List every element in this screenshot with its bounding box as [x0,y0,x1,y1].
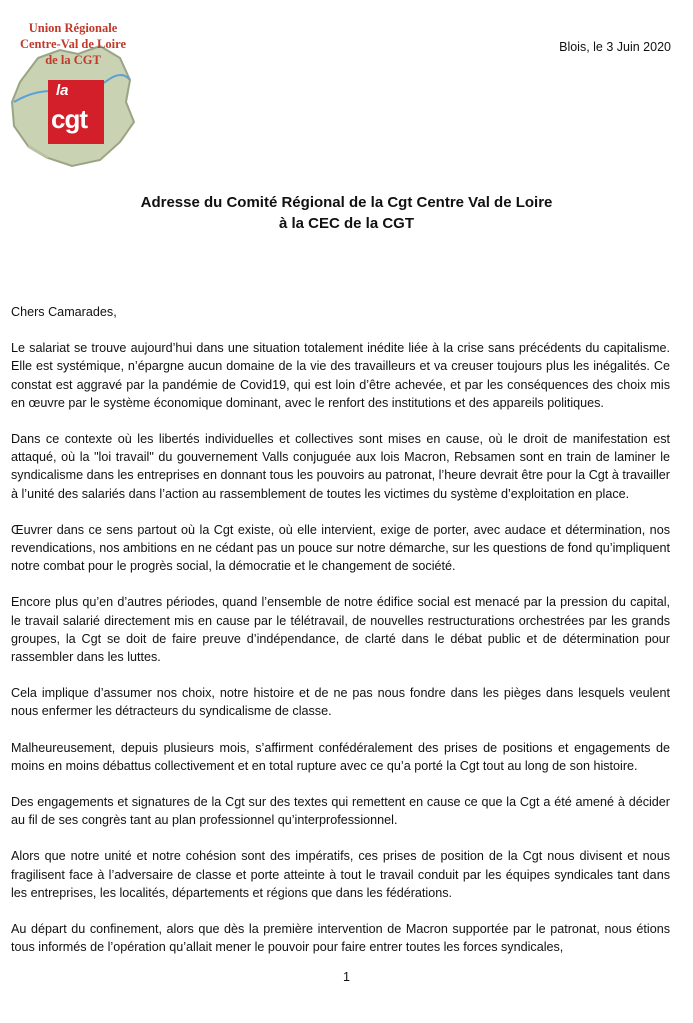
page-number: 1 [343,970,350,984]
logo-line-1: Union Régionale [28,21,118,35]
union-regionale-logo [8,10,138,168]
paragraph-7: Des engagements et signatures de la Cgt sur des textes qui remettent en cause ce que la Cgt a été amené à décider au fil de ses congrès tant au plan professionnel qu’interprofessionnel. [11,795,670,828]
cgt-badge [48,80,104,144]
paragraph-3: Œuvrer dans ce sens partout où la Cgt existe, où elle intervient, exige de porter, avec audace et détermination, nos revendications, nos ambitions en ne cédant pas un pouce sur notre démarche, sur les questions de fond qu’impliquent notre combat pour le progrès social, la démocratie et le changement de société. [11,522,670,574]
paragraph-2: Dans ce contexte où les libertés individuelles et collectives sont mises en cause, où le droit de manifestation est attaqué, où la "loi travail" du gouvernement Valls conjuguée aux lois Macron, Rebsamen sont en train de laminer le syndicalisme dans les entreprises en donnant tous les pouvoirs au patronat, l’heure devrait être pour la Cgt à travailler à l’unité des salariés dans l’action au rassemblement de toutes les victimes du système d’exploitation en place. [11,432,670,501]
letter-title [0,192,693,234]
letter-date: Blois, le 3 Juin 2020 [559,40,671,54]
logo-line-2: Centre-Val de Loire [19,37,126,51]
letter-body [11,303,670,974]
paragraph-8: Alors que notre unité et notre cohésion sont des impératifs, ces prises de position de la Cgt nous divisent et nous fragilisent face à l’adversaire de classe et porte atteinte à tout le travail conduit par les équipes syndicales tant dans les entreprises, les localités, départements et régions que dans les fédérations. [11,849,670,900]
paragraph-1: Le salariat se trouve aujourd’hui dans une situation totalement inédite liée à la crise sans précédents du capitalisme. Elle est systémique, n’épargne aucun domaine de la vie des travailleurs et va creuser toujours plus les inégalités. Ce constat est aggravé par la pandémie de Covid19, qui est loin d’être achevée, et par les conséquences des choix mis en œuvre par le système économique dominant, avec le renfort des institutions et des appareils politiques. [11,341,670,410]
paragraph-5: Cela implique d’assumer nos choix, notre histoire et de ne pas nous fondre dans les pièges dans lesquels veulent nous enfermer les détracteurs du syndicalisme de classe. [11,686,670,719]
cgt-badge-cgt: cgt [51,104,87,134]
paragraph-9: Au départ du confinement, alors que dès la première intervention de Macron supportée par le patronat, nous étions tous informés de l’opération qu’allait mener le pouvoir pour faire entrer toutes les forces syndicales, [11,922,670,955]
logo-title [8,20,138,68]
cgt-badge-la: la [56,82,69,99]
title-line-1: Adresse du Comité Régional de la Cgt Centre Val de Loire [140,194,553,211]
salutation: Chers Camarades, [11,305,117,319]
paragraph-4: Encore plus qu’en d’autres périodes, quand l’ensemble de notre édifice social est menacé par la pression du capital, le travail salarié directement mis en cause par le télétravail, de nouvelles restructurations orchestrées par les grands groupes, la Cgt se doit de faire preuve d’indépendance, de clarté dans le débat public et de détermination pour rassembler dans les luttes. [11,595,670,665]
title-line-2: à la CEC de la CGT [278,215,415,232]
logo-line-3: de la CGT [45,53,101,67]
paragraph-6: Malheureusement, depuis plusieurs mois, s’affirment confédéralement des prises de positions et engagements de moins en moins débattus collectivement et en total rupture avec ce qu’a porté la Cgt tout au long de son histoire. [11,740,670,773]
